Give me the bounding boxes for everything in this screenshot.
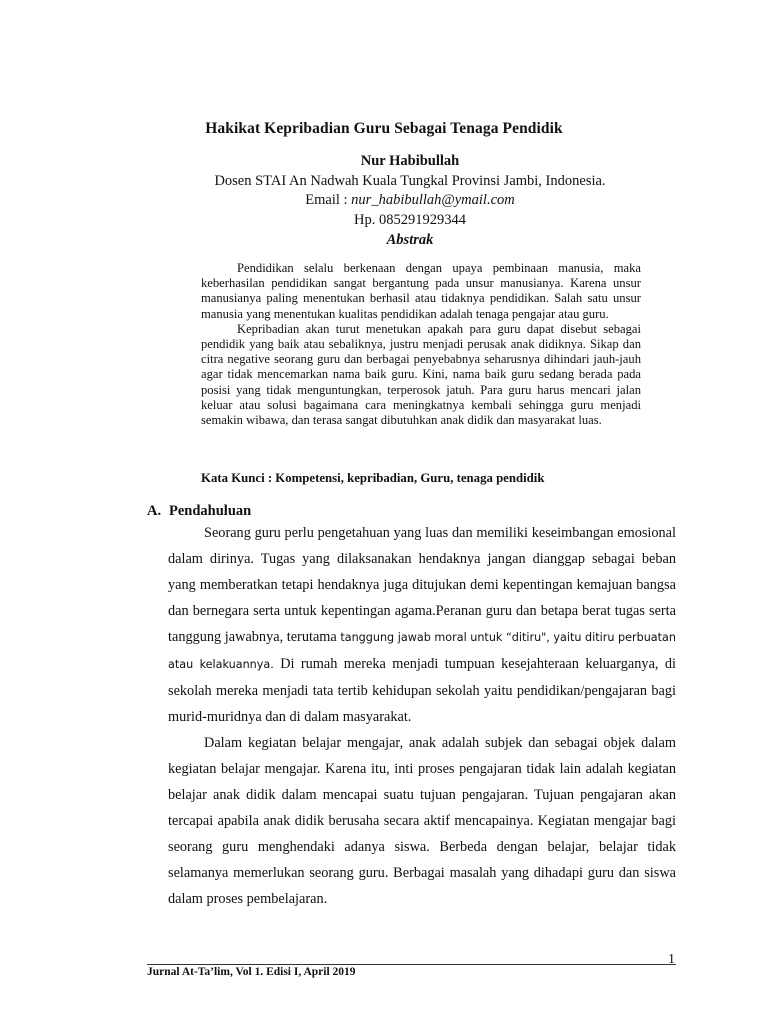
author-name: Nur Habibullah bbox=[360, 153, 460, 169]
footer-divider bbox=[147, 964, 676, 965]
body-text bbox=[168, 520, 676, 912]
section-title: Pendahuluan bbox=[169, 503, 252, 519]
body-text-run-alt-font: tanggung jawab moral untuk “ditiru", yaitu ditiru perbuatan atau kelakuannya. bbox=[168, 631, 676, 671]
section-number: A. bbox=[147, 503, 162, 519]
body-paragraph bbox=[168, 520, 676, 730]
author-phone: Hp. 085291929344 bbox=[354, 211, 466, 228]
section-heading bbox=[147, 503, 251, 520]
author-email-line bbox=[0, 191, 768, 211]
abstract-title: Abstrak bbox=[386, 232, 434, 248]
author-affiliation: Dosen STAI An Nadwah Kuala Tungkal Provinsi Jambi, Indonesia. bbox=[214, 172, 606, 189]
author-block bbox=[0, 152, 768, 230]
abstract-body bbox=[201, 261, 641, 428]
abstract-paragraph: Pendidikan selalu berkenaan dengan upaya pembinaan manusia, maka keberhasilan pendidikan sangat bergantung pada unsur manusianya. Karena unsur manusianya paling menentukan berhasil atau tidaknya pendidikan. Salah satu unsur manusia yang menentukan kualitas pendidikan adalah tenaga pengajar atau guru. bbox=[201, 261, 641, 321]
paper-title: Hakikat Kepribadian Guru Sebagai Tenaga Pendidik bbox=[205, 120, 563, 137]
journal-footer: Jurnal At-Ta’lim, Vol 1. Edisi I, April 2019 bbox=[147, 966, 356, 978]
body-text-run: Seorang guru perlu pengetahuan yang luas dan memiliki keseimbangan emosional dalam dirinya. Tugas yang dilaksanakan hendaknya jangan dianggap sebagai beban yang memberatkan tetapi hendaknya juga ditujukan demi kepentingan kemajuan bangsa dan bernegara serta untuk kepentingan agama.Peranan guru dan betapa berat tugas serta tanggung jawabnya, terutama bbox=[168, 525, 676, 645]
body-text-run: Di rumah mereka menjadi tumpuan kesejahteraan keluarganya, di sekolah mereka menjadi tata tertib kehidupan sekolah yaitu pendidikan/pengajaran bagi murid-muridnya dan di dalam masyarakat. bbox=[168, 656, 677, 725]
author-email: nur_habibullah@ymail.com bbox=[351, 192, 515, 208]
keywords: Kata Kunci : Kompetensi, kepribadian, Guru, tenaga pendidik bbox=[201, 471, 545, 485]
page-number: 1 bbox=[668, 952, 675, 967]
email-label: Email : bbox=[305, 192, 352, 208]
body-paragraph: Dalam kegiatan belajar mengajar, anak adalah subjek dan sebagai objek dalam kegiatan belajar mengajar. Karena itu, inti proses pengajaran tidak lain adalah kegiatan belajar anak didik dalam mencapai suatu tujuan pengajaran. Tujuan pengajaran akan tercapai apabila anak didik berusaha secara aktif mencapainya. Kegiatan mengajar bagi seorang guru menghendaki adanya siswa. Berbeda dengan belajar, belajar tidak selamanya memerlukan seorang guru. Berbagai masalah yang dihadapi guru dan siswa dalam proses pembelajaran. bbox=[168, 735, 676, 907]
abstract-paragraph: Kepribadian akan turut menetukan apakah para guru dapat disebut sebagai pendidik yang baik atau sebaliknya, justru menjadi perusak anak didiknya. Sikap dan citra negative seorang guru dan berbagai penyebabnya seharusnya dihindari jauh-jauh agar tidak mencemarkan nama baik guru. Kini, nama baik guru sedang berada pada posisi yang tidak menguntungkan, terperosok jatuh. Para guru harus mencari jalan keluar atau solusi bagaimana cara meningkatnya kembali sehingga guru menjadi semakin wibawa, dan terasa sangat dibutuhkan anak didik dan masyarakat luas. bbox=[201, 321, 641, 428]
